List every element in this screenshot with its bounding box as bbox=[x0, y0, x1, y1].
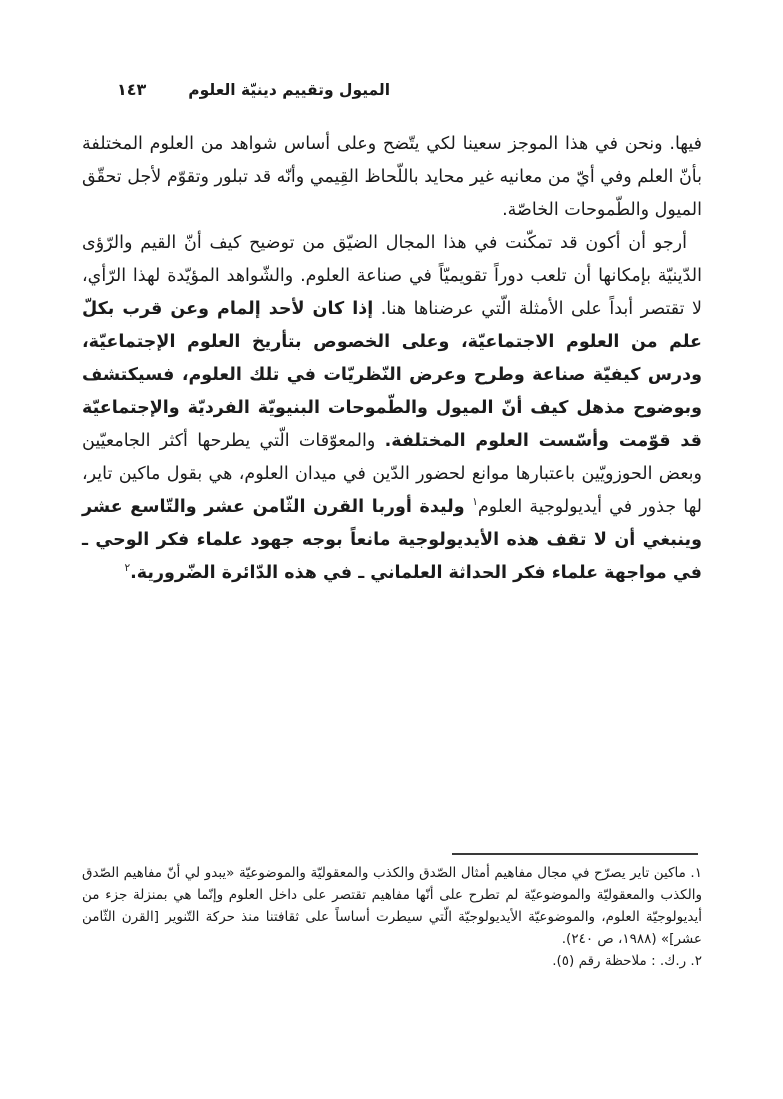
page-header bbox=[117, 80, 390, 99]
footnote-2: ٢. ر.ك. : ملاحظة رقم (٥). bbox=[552, 953, 702, 969]
page-number: ١٤٣ bbox=[117, 80, 147, 99]
paragraph-2-text-bold-2: وليدة أوربا القرن الثّامن عشر والتّاسع عشر وينبغي أن لا تقف هذه الأيديولوجية مانعاً بوجه جهود علماء فكر الوحي ـ في مواجهة علماء فكر الحداثة العلماني ـ في هذه الدّائرة الضّرورية. bbox=[82, 497, 702, 583]
paragraph-1 bbox=[82, 128, 702, 227]
paragraph-2-text-regular-1: أرجو أن أكون قد تمكّنت في هذا المجال الضيّق من توضيح كيف أنّ القيم والرّؤى الدّينيّة بإمكانها أن تلعب دوراً تقويميّاً في صناعة العلوم. والشّواهد المؤيّدة لهذا الرّأي، لا تقتصر أبداً على الأمثلة الّتي عرضناها هنا. bbox=[82, 233, 702, 319]
running-title: الميول وتقييم دينيّة العلوم bbox=[188, 81, 391, 99]
paragraph-2-text-bold-1: إذا كان لأحد إلمام وعن قرب بكلّ علم من العلوم الاجتماعيّة، وعلى الخصوص بتأريخ العلوم الإجتماعيّة، ودرس كيفيّة صناعة وطرح وعرض النّظريّات في تلك العلوم، فسيكتشف وبوضوح مذهل كيف أنّ الميول والطّموحات البنيويّة الفرديّة والإجتماعيّة قد قوّمت وأسّست العلوم المختلفة. bbox=[82, 299, 702, 451]
footnote-reference-2: ٢ bbox=[124, 562, 131, 575]
paragraph-2-text-regular-2: والمعوّقات الّتي يطرحها أكثر الجامعيّين وبعض الحوزويّين باعتبارها موانع لحضور الدّين في ميدان العلوم، هي بقول ماكين تاير، لها جذور في أيديولوجية العلوم bbox=[82, 431, 703, 517]
paragraph-2 bbox=[82, 227, 702, 590]
footnotes-section bbox=[82, 853, 702, 972]
paragraph-1-text: فيها. ونحن في هذا الموجز سعينا لكي يتّضح وعلى أساس شواهد من العلوم المختلفة بأنّ العلم وفي أيّ من معانيه غير محايد باللّحاظ القِيمي وأنّه قد تبلور وتقوّم لأجل تحقّق الميول والطّموحات الخاصّة. bbox=[82, 134, 702, 220]
footnote-1: ١. ماكين تاير يصرّح في مجال مفاهيم أمثال الصّدق والكذب والمعقوليّة والموضوعيّة «يبدو لي أنّ مفاهيم الصّدق والكذب والمعقوليّة والموضوعيّة لم تطرح على أنّها مفاهيم تقتصر على داخل العلوم وإنّما هي بمنزلة جزء من أيديولوجيّة العلوم، والموضوعيّة الأيديولوجيّة الّتي سيطرت أساساً على ثقافتنا منذ حركة التّنوير [القرن الثّامن عشر]» (١٩٨٨، ص ٢٤٠). bbox=[82, 865, 702, 947]
footnote-separator-rule bbox=[452, 853, 698, 855]
footnote-reference-1: ١ bbox=[472, 496, 478, 509]
main-text bbox=[82, 128, 702, 590]
